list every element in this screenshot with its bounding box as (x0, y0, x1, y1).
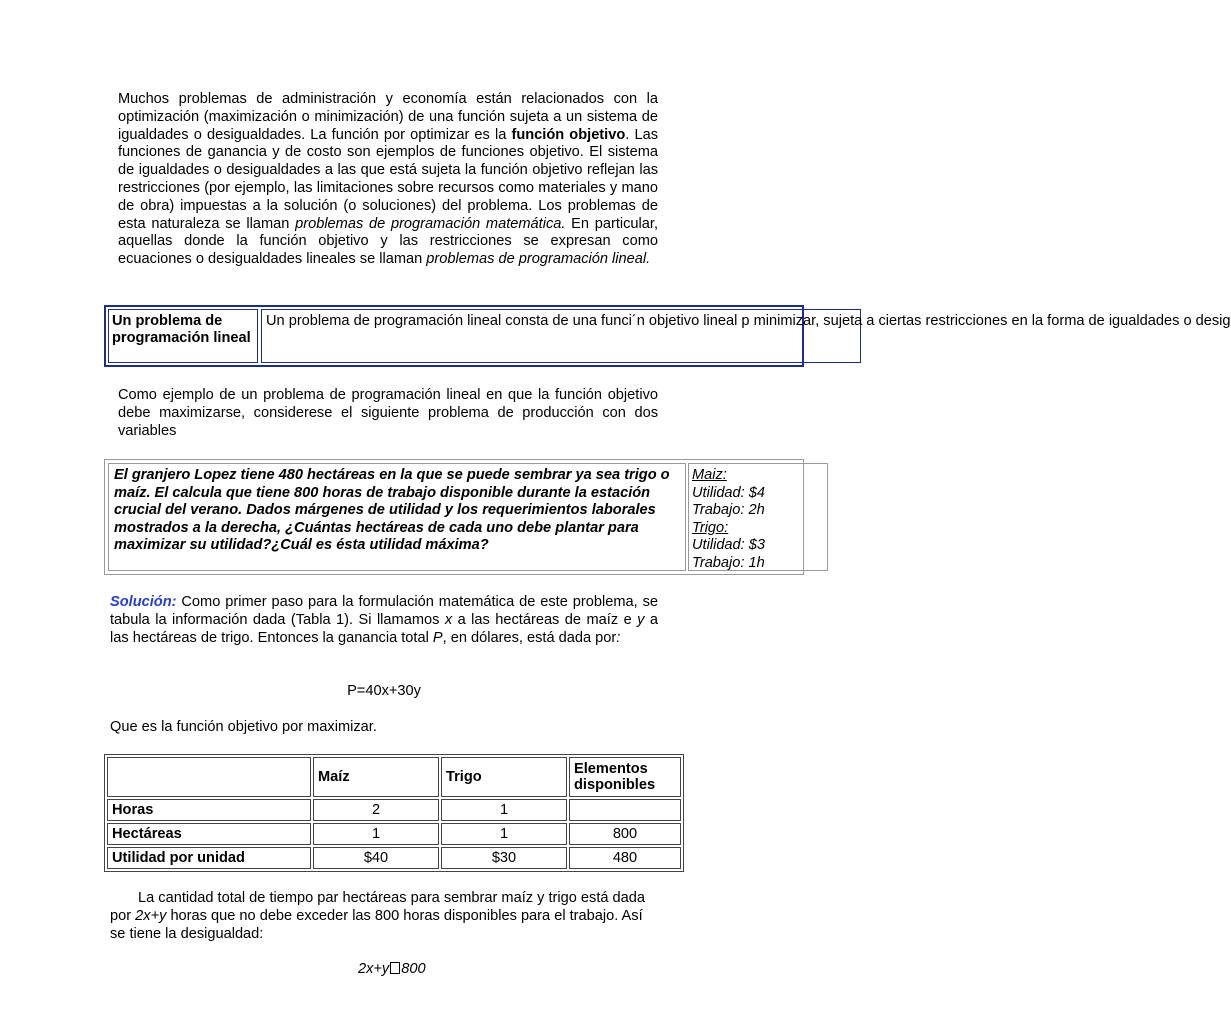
intro-paragraph (118, 91, 658, 269)
table-row (107, 799, 681, 821)
solution-text: a las hectáreas de trigo. Entonces la ganancia total (110, 612, 659, 646)
labor-expression: 2x+y (135, 908, 167, 924)
objective-text: Que es la función objetivo por maximizar. (110, 719, 377, 735)
missing-symbol-glyph (390, 962, 400, 974)
trigo-utility: Utilidad: $3 (692, 537, 766, 553)
table-header-row (107, 757, 681, 797)
table-row (107, 823, 681, 845)
intro-italic-term: problemas de programación lineal. (426, 251, 651, 268)
table-cell (569, 799, 681, 821)
table-cell: 1 (313, 823, 439, 845)
solution-label: Solución: (110, 594, 177, 610)
table-cell: 1 (441, 823, 567, 845)
intro-italic-term: problemas de programación matemática. (295, 215, 566, 232)
table-header-cell (107, 757, 311, 797)
maiz-utility: Utilidad: $4 (692, 484, 766, 501)
profit-formula-text: P=40x+30y (347, 683, 421, 699)
table-row-label: Utilidad por unidad (107, 847, 311, 869)
var-y: y (637, 612, 645, 628)
trigo-label: Trigo: (692, 519, 729, 536)
inequality-right: 800 (401, 961, 426, 977)
definition-term: Un problema de programación lineal (108, 309, 258, 363)
data-table (104, 754, 684, 872)
labor-text: La cantidad total de tiempo par hectáreas para sembrar maíz y trigo está dada por (110, 890, 646, 924)
solution-text: Como primer paso para la formulación matemática de este problema, se tabula la información dada (Tabla 1). Si llamamos (110, 594, 658, 628)
solution-text: a las hectáreas de maíz e (452, 612, 638, 628)
table-cell: 1 (441, 799, 567, 821)
labor-paragraph (110, 889, 658, 943)
problem-side-data (688, 463, 828, 571)
table-cell: $40 (313, 847, 439, 869)
solution-text: , en dólares, está dada por (442, 630, 617, 646)
table-row (107, 847, 681, 869)
intro-text: Muchos problemas de administración y economía están relacionados con la optimización (maximización o minimización) de una función sujeta a un sistema de igualdades o desigualdades. La función por optimizar es la (118, 91, 658, 143)
inequality (358, 961, 426, 977)
example-intro-paragraph: Como ejemplo de un problema de programación lineal en que la función objetivo debe maximizarse, considerese el siguiente problema de producción con dos variables (118, 387, 658, 439)
table-cell: 800 (569, 823, 681, 845)
solution-colon: : (616, 630, 621, 646)
table-cell: 2 (313, 799, 439, 821)
solution-paragraph (110, 593, 658, 647)
table-cell: 480 (569, 847, 681, 869)
intro-bold-term: función objetivo (511, 126, 626, 143)
inequality-left: 2x+y (358, 961, 390, 977)
table-row-label: Horas (107, 799, 311, 821)
table-cell: $30 (441, 847, 567, 869)
var-x: x (444, 612, 453, 628)
trigo-labor: Trabajo: 1h (692, 554, 765, 571)
table-header-cell: Elementos disponibles (569, 757, 681, 797)
profit-formula (0, 683, 768, 699)
intro-text: En particular, aquellas donde la función objetivo y las restricciones se expresan como ecuaciones o desigualdades lineales se llaman (118, 215, 659, 268)
definition-box (104, 305, 1231, 367)
table-row-label: Hectáreas (107, 823, 311, 845)
maiz-labor: Trabajo: 2h (692, 502, 765, 518)
maiz-label: Maiz: (692, 467, 727, 483)
var-p: P (432, 630, 443, 646)
table-header-cell: Trigo (441, 757, 567, 797)
labor-text: horas que no debe exceder las 800 horas disponibles para el trabajo. Así se tiene la desigualdad: (110, 908, 643, 942)
intro-text: . Las funciones de ganancia y de costo son ejemplos de funciones objetivo. El sistema de igualdades o desigualdades a las que está sujeta la función objetivo reflejan las restricciones (por ejemplo, las limitaciones sobre recursos como materiales y mano de obra) impuestas a la solución (o soluciones) del problema. Los problemas de esta naturaleza se llaman (118, 126, 658, 232)
table-header-cell: Maíz (313, 757, 439, 797)
problem-statement: El granjero Lopez tiene 480 hectáreas en la que se puede sembrar ya sea trigo o maíz. El calcula que tiene 800 horas de trabajo disponible durante la estación crucial del verano. Dados márgenes de utilidad y los requerimientos laborales mostrados a la derecha, ¿Cuántas hectáreas de cada uno debe plantar para maximizar su utilidad?¿Cuál es ésta utilidad máxima? (108, 463, 686, 571)
problem-box (104, 459, 804, 575)
definition-text: Un problema de programación lineal consta de una funci´n objetivo lineal p minimizar, sujeta a ciertas restricciones en la forma de igualdades o desig (261, 309, 861, 363)
